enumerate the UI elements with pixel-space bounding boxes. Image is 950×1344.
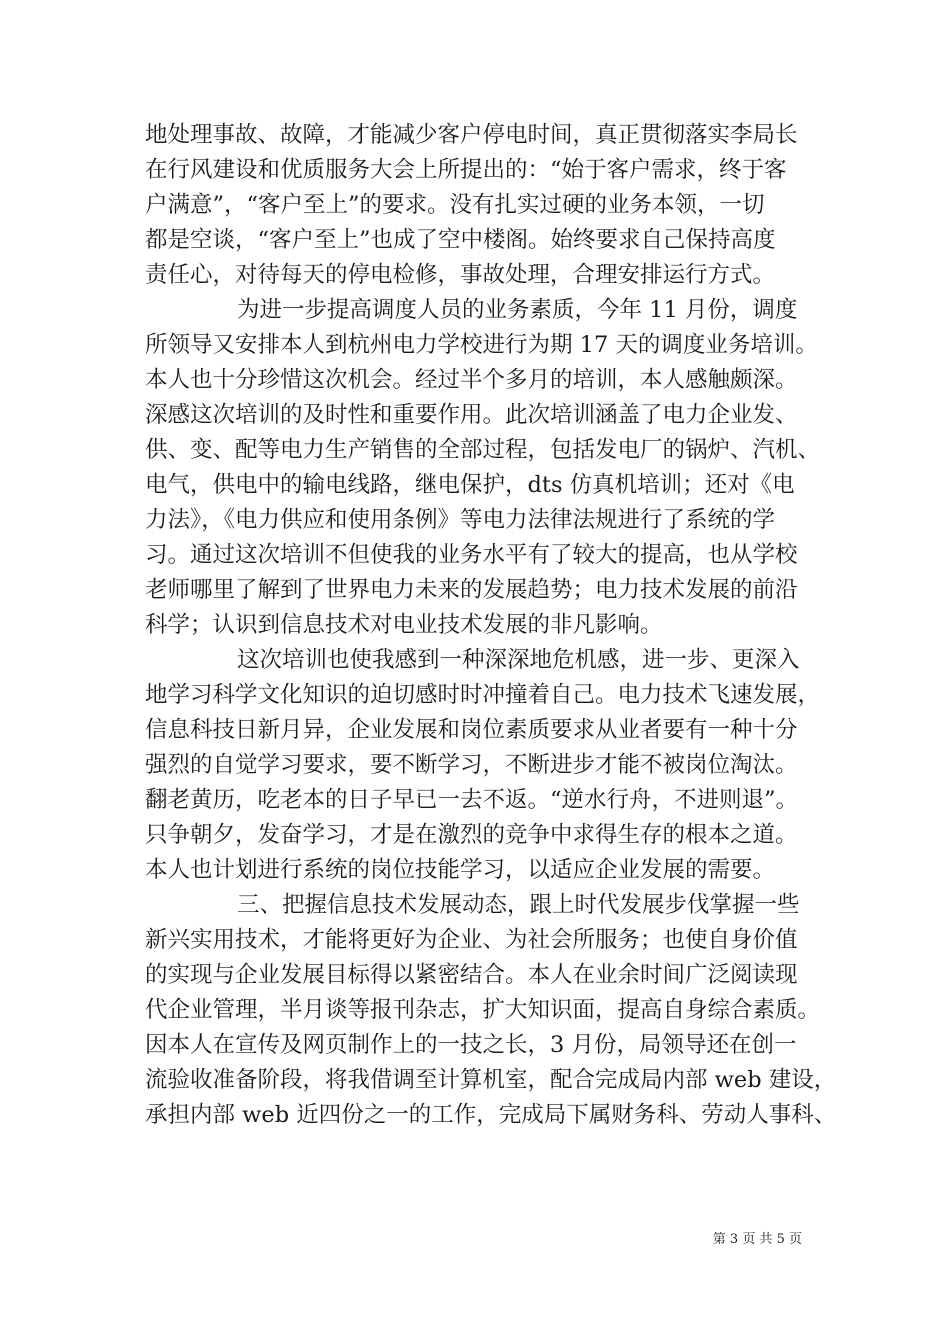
text-line: 在行风建设和优质服务大会上所提出的：“始于客户需求，终于客 (145, 157, 787, 183)
text-line: 户满意”，“客户至上”的要求。没有扎实过硬的业务本领，一切 (145, 192, 765, 218)
text-line: 地学习科学文化知识的迫切感时时冲撞着自己。电力技术飞速发展， (145, 682, 821, 708)
text-line: 供、变、配等电力生产销售的全部过程，包括发电厂的锅炉、汽机、 (145, 437, 821, 463)
text-line: 信息科技日新月异，企业发展和岗位素质要求从业者要有一种十分 (145, 717, 798, 743)
text-line: 老师哪里了解到了世界电力未来的发展趋势；电力技术发展的前沿 (145, 577, 798, 603)
text-line: 代企业管理，半月谈等报刊杂志，扩大知识面，提高自身综合素质。 (145, 997, 821, 1023)
text-line: 都是空谈，“客户至上”也成了空中楼阁。始终要求自己保持高度 (145, 227, 776, 253)
text-line: 地处理事故、故障，才能减少客户停电时间，真正贯彻落实李局长 (145, 122, 798, 148)
text-line: 力法》，《电力供应和使用条例》等电力法律法规进行了系统的学 (145, 507, 776, 533)
text-line: 新兴实用技术，才能将更好为企业、为社会所服务；也使自身价值 (145, 927, 798, 953)
text-line: 承担内部 web 近四份之一的工作，完成局下属财务科、劳动人事科、 (145, 1102, 837, 1128)
text-line: 电气，供电中的输电线路，继电保护，dts 仿真机培训；还对《电 (145, 472, 795, 498)
text-line: 所领导又安排本人到杭州电力学校进行为期 17 天的调度业务培训。 (145, 332, 818, 358)
page-number: 第 3 页 共 5 页 (712, 1232, 802, 1247)
paragraph-start-line: 这次培训也使我感到一种深深地危机感，进一步、更深入 (237, 647, 800, 673)
text-line: 责任心，对待每天的停电检修，事故处理，合理安排运行方式。 (145, 262, 776, 288)
text-line: 因本人在宣传及网页制作上的一技之长，3 月份，局领导还在创一 (145, 1032, 797, 1058)
text-line: 本人也计划进行系统的岗位技能学习，以适应企业发展的需要。 (145, 857, 776, 883)
document-body (145, 118, 837, 1133)
text-line: 的实现与企业发展目标得以紧密结合。本人在业余时间广泛阅读现 (145, 962, 798, 988)
text-line: 强烈的自觉学习要求，要不断学习，不断进步才能不被岗位淘汰。 (145, 752, 798, 778)
text-line: 本人也十分珍惜这次机会。经过半个多月的培训，本人感触颇深。 (145, 367, 798, 393)
text-line: 只争朝夕，发奋学习，才是在激烈的竞争中求得生存的根本之道。 (145, 822, 798, 848)
paragraph-start-line: 三、把握信息技术发展动态，跟上时代发展步伐掌握一些 (237, 892, 800, 918)
text-line: 科学；认识到信息技术对电业技术发展的非凡影响。 (145, 612, 663, 638)
text-line: 深感这次培训的及时性和重要作用。此次培训涵盖了电力企业发、 (145, 402, 798, 428)
text-line: 翻老黄历，吃老本的日子早已一去不返。“逆水行舟，不进则退”。 (145, 787, 799, 813)
text-line: 流验收准备阶段，将我借调至计算机室，配合完成局内部 web 建设， (145, 1067, 837, 1093)
text-line: 习。通过这次培训不但使我的业务水平有了较大的提高，也从学校 (145, 542, 798, 568)
paragraph-start-line: 为进一步提高调度人员的业务素质，今年 11 月份，调度 (237, 297, 798, 323)
